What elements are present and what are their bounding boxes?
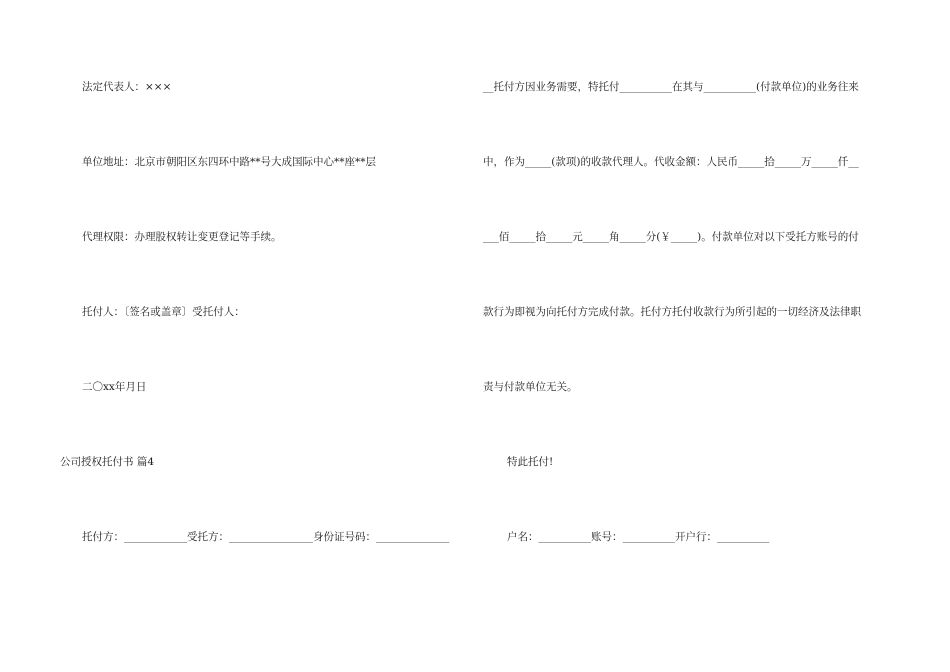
paragraph-line-4: 款行为即视为向托付方完成付款。托付方托付收款行为所引起的一切经济及法律职 (483, 306, 861, 318)
special-entrustment-text: 特此托付! (507, 456, 554, 468)
paragraph-line-1: __托付方因业务需要，特托付__________在其与__________(付款单位)的业务往来 (483, 81, 859, 93)
account-info-line: 户名：__________账号：__________开户行：__________ (507, 531, 770, 543)
section-title: 公司授权托付书 篇4 (60, 456, 155, 468)
paragraph-line-5: 责与付款单位无关。 (483, 381, 578, 393)
paragraph-line-3: ___佰_____拾_____元_____角_____分(￥_____)。付款单位对以下受托方账号的付 (483, 231, 859, 243)
unit-address-text: 单位地址：北京市朝阳区东四环中路**号大成国际中心**座**层 (82, 156, 376, 168)
legal-representative-text: 法定代表人：××× (82, 81, 172, 93)
agency-authority-text: 代理权限：办理股权转让变更登记等手续。 (82, 231, 282, 243)
date-line: 二〇xx年月日 (82, 381, 147, 393)
paragraph-line-2: 中，作为_____(款项)的收款代理人。代收金额：人民币_____拾_____万_____仟__ (483, 156, 859, 168)
parties-line: 托付方：____________受托方：________________身份证号码：______________ (82, 531, 450, 543)
signature-line: 托付人：〔签名或盖章〕受托付人： (82, 306, 245, 318)
